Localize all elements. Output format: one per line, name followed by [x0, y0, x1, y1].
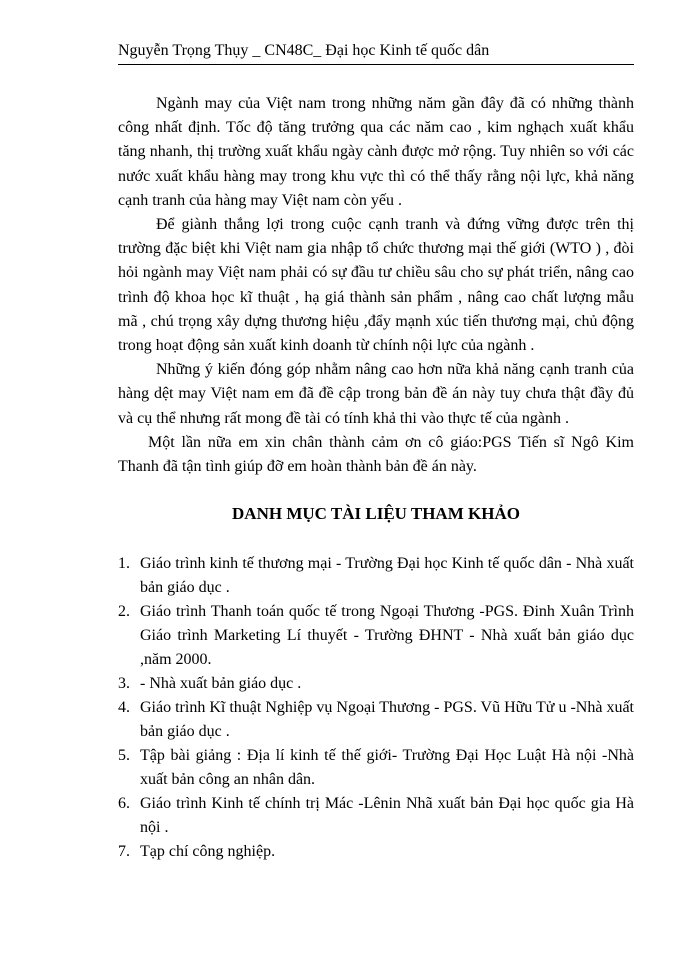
list-item: [118, 792, 634, 840]
list-number: 5.: [118, 747, 130, 764]
list-number: 3.: [118, 675, 130, 692]
references-list: [118, 552, 634, 864]
list-text: - Nhà xuất bản giáo dục .: [140, 675, 302, 692]
list-text: Giáo trình Kinh tế chính trị Mác -Lênin Nhã xuất bản Đại học quốc gia Hà nội .: [140, 795, 634, 836]
paragraph-2: Để giành thắng lợi trong cuộc cạnh tranh và đứng vững được trên thị trường đặc biệt khi Việt nam gia nhập tổ chức thương mại thế giới (WTO ) , đòi hỏi ngành may Việt nam phải có sự đầu tư chiều sâu cho sự phát triển, nâng cao trình độ khoa học kĩ thuật , hạ giá thành sản phẩm , nâng cao chất lượng mẫu mã , chú trọng xây dựng thương hiệu ,đẩy mạnh xúc tiến thương mại, chủ động trong hoạt động sản xuất kinh doanh từ chính nội lực của ngành .: [118, 216, 634, 355]
paragraph-4: Một lần nữa em xin chân thành cảm ơn cô giáo:PGS Tiến sĩ Ngô Kim Thanh đã tận tình giúp đỡ em hoàn thành bản đề án này.: [118, 433, 634, 476]
list-text: Tập bài giảng : Địa lí kinh tế thế giới- Trường Đại Học Luật Hà nội -Nhà xuất bản công an nhân dân.: [140, 747, 634, 788]
list-item: [118, 744, 634, 792]
list-number: 4.: [118, 699, 130, 716]
paragraph-1: Ngành may của Việt nam trong những năm gần đây đã có những thành công nhất định. Tốc độ tăng trưởng qua các năm cao , kim nghạch xuất khẩu tăng nhanh, thị trường xuất khẩu ngày cành được mở rộng. Tuy nhiên so với các nước xuất khẩu hàng may trong khu vực thì có thể thấy rằng nội lực, khả năng cạnh tranh của hàng may Việt nam còn yếu .: [118, 95, 634, 209]
list-item: [118, 696, 634, 744]
list-text: Giáo trình Kĩ thuật Nghiệp vụ Ngoại Thương - PGS. Vũ Hữu Tử u -Nhà xuất bản giáo dục .: [140, 699, 634, 740]
list-number: 2.: [118, 603, 130, 620]
list-number: 1.: [118, 555, 130, 572]
list-text: Giáo trình Thanh toán quốc tế trong Ngoại Thương -PGS. Đinh Xuân Trình Giáo trình Marketing Lí thuyết - Trường ĐHNT - Nhà xuất bản giáo dục ,năm 2000.: [140, 603, 634, 668]
paragraph-3: Những ý kiến đóng góp nhằm nâng cao hơn nữa khả năng cạnh tranh của hàng dệt may Việt nam em đã đề cập trong bản đề án này tuy chưa thật đầy đủ và cụ thể nhưng rất mong đề tài có tính khả thi vào thực tế của ngành .: [118, 361, 634, 427]
list-number: 7.: [118, 843, 130, 860]
list-item: [118, 840, 634, 864]
list-number: 6.: [118, 795, 130, 812]
list-item: [118, 552, 634, 600]
references-title: DANH MỤC TÀI LIỆU THAM KHẢO: [232, 504, 520, 523]
list-item: [118, 672, 634, 696]
list-item: [118, 600, 634, 672]
page-header: Nguyễn Trọng Thụy _ CN48C_ Đại học Kinh tế quốc dân: [118, 40, 634, 65]
document-body: [118, 92, 634, 479]
list-text: Giáo trình kinh tế thương mại - Trường Đại học Kinh tế quốc dân - Nhà xuất bản giáo dục .: [140, 555, 634, 596]
list-text: Tạp chí công nghiệp.: [140, 843, 276, 860]
